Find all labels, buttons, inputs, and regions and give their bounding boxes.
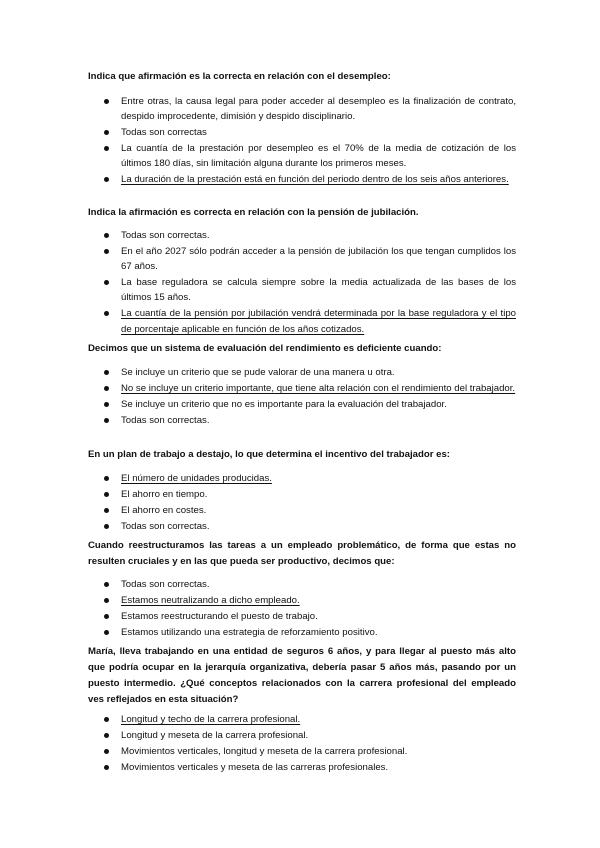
option-text: Todas son correctas. xyxy=(121,415,210,426)
question-6-text: María, lleva trabajando en una entidad de seguros 6 años, y para llegar al puesto más alto que podría ocupar en la jerarquía organizativa, debería pasar 5 años más, pasando por un puesto intermedio. ¿Qué conceptos relacionados con la carrera profesional del empleado ves reflejados en esta situación? xyxy=(88,646,516,705)
bullet-icon xyxy=(104,130,109,135)
option-3a xyxy=(88,365,516,380)
bullet-icon xyxy=(104,508,109,513)
bullet-icon xyxy=(104,765,109,770)
option-text: Todas son correctas. xyxy=(121,521,210,532)
option-1b xyxy=(88,125,516,140)
option-4c xyxy=(88,503,516,518)
question-4-options xyxy=(88,471,516,535)
option-text: Movimientos verticales y meseta de las carreras profesionales. xyxy=(121,762,389,773)
bullet-icon xyxy=(104,476,109,481)
bullet-icon xyxy=(104,524,109,529)
option-5c xyxy=(88,609,516,624)
option-1d-correct xyxy=(88,172,516,187)
question-2-options xyxy=(88,228,516,338)
option-text: En el año 2027 sólo podrán acceder a la pensión de jubilación los que tengan cumplidos los 67 años. xyxy=(121,246,516,273)
option-text: El ahorro en costes. xyxy=(121,505,207,516)
option-1c xyxy=(88,141,516,171)
option-text: Se incluye un criterio que se pude valorar de una manera u otra. xyxy=(121,367,395,378)
bullet-icon xyxy=(104,630,109,635)
option-6b xyxy=(88,728,516,743)
bullet-icon xyxy=(104,386,109,391)
question-4-text: En un plan de trabajo a destajo, lo que determina el incentivo del trabajador es: xyxy=(88,449,450,460)
option-text: Estamos reestructurando el puesto de trabajo. xyxy=(121,611,318,622)
option-2d-correct xyxy=(88,306,516,336)
option-5a xyxy=(88,577,516,592)
bullet-icon xyxy=(104,280,109,285)
option-text: La duración de la prestación está en función del periodo dentro de los seis años anteriores. xyxy=(121,174,509,186)
option-text: Entre otras, la causa legal para poder acceder al desempleo es la finalización de contrato, despido improcedente, dimisión y despido disciplinario. xyxy=(121,96,516,123)
option-3c xyxy=(88,397,516,412)
bullet-icon xyxy=(104,249,109,254)
option-4b xyxy=(88,487,516,502)
option-text: Longitud y meseta de la carrera profesional. xyxy=(121,730,309,741)
option-text: La cuantía de la prestación por desempleo es el 70% de la media de cotización de los últimos 180 días, sin limitación alguna durante los primeros meses. xyxy=(121,143,516,170)
bullet-icon xyxy=(104,146,109,151)
question-3-options xyxy=(88,365,516,429)
option-text: No se incluye un criterio importante, que tiene alta relación con el rendimiento del trabajador. xyxy=(121,383,516,394)
option-5d xyxy=(88,625,516,640)
question-2-text: Indica la afirmación es correcta en relación con la pensión de jubilación. xyxy=(88,207,419,218)
bullet-icon xyxy=(104,99,109,104)
question-5-options xyxy=(88,577,516,641)
option-2c xyxy=(88,275,516,305)
bullet-icon xyxy=(104,177,109,182)
bullet-icon xyxy=(104,614,109,619)
question-1-text: Indica que afirmación es la correcta en relación con el desempleo: xyxy=(88,71,391,82)
option-text: El número de unidades producidas. xyxy=(121,473,272,484)
option-text: El ahorro en tiempo. xyxy=(121,489,208,500)
bullet-icon xyxy=(104,370,109,375)
option-text: Estamos utilizando una estrategia de reforzamiento positivo. xyxy=(121,627,378,638)
question-3-text: Decimos que un sistema de evaluación del rendimiento es deficiente cuando: xyxy=(88,343,442,354)
option-text: Todas son correctas. xyxy=(121,579,210,590)
option-text: Se incluye un criterio que no es importante para la evaluación del trabajador. xyxy=(121,399,447,410)
option-6d xyxy=(88,760,516,775)
bullet-icon xyxy=(104,233,109,238)
question-6-options xyxy=(88,712,516,776)
option-text: La base reguladora se calcula siempre sobre la media actualizada de las bases de los últimos 15 años. xyxy=(121,277,516,304)
option-6a-correct xyxy=(88,712,516,727)
option-text: Todas son correctas. xyxy=(121,230,210,241)
bullet-icon xyxy=(104,582,109,587)
option-text: Movimientos verticales, longitud y meseta de la carrera profesional. xyxy=(121,746,408,757)
bullet-icon xyxy=(104,749,109,754)
option-text: Estamos neutralizando a dicho empleado. xyxy=(121,595,300,606)
option-text: La cuantía de la pensión por jubilación vendrá determinada por la base reguladora y el tipo de porcentaje aplicable en función de los años cotizados. xyxy=(121,308,516,335)
option-4a-correct xyxy=(88,471,516,486)
option-6c xyxy=(88,744,516,759)
bullet-icon xyxy=(104,598,109,603)
option-text: Longitud y techo de la carrera profesional. xyxy=(121,714,301,725)
option-2b xyxy=(88,244,516,274)
option-4d xyxy=(88,519,516,534)
question-5-text: Cuando reestructuramos las tareas a un empleado problemático, de forma que estas no resulten cruciales y en las que pueda ser productivo, decimos que: xyxy=(88,540,516,567)
bullet-icon xyxy=(104,733,109,738)
bullet-icon xyxy=(104,402,109,407)
bullet-icon xyxy=(104,492,109,497)
question-1-options xyxy=(88,94,516,188)
option-2a xyxy=(88,228,516,243)
bullet-icon xyxy=(104,717,109,722)
option-3b-correct xyxy=(88,381,516,396)
option-1a xyxy=(88,94,516,124)
option-3d xyxy=(88,413,516,428)
bullet-icon xyxy=(104,418,109,423)
option-5b-correct xyxy=(88,593,516,608)
option-text: Todas son correctas xyxy=(121,127,207,139)
bullet-icon xyxy=(104,311,109,316)
